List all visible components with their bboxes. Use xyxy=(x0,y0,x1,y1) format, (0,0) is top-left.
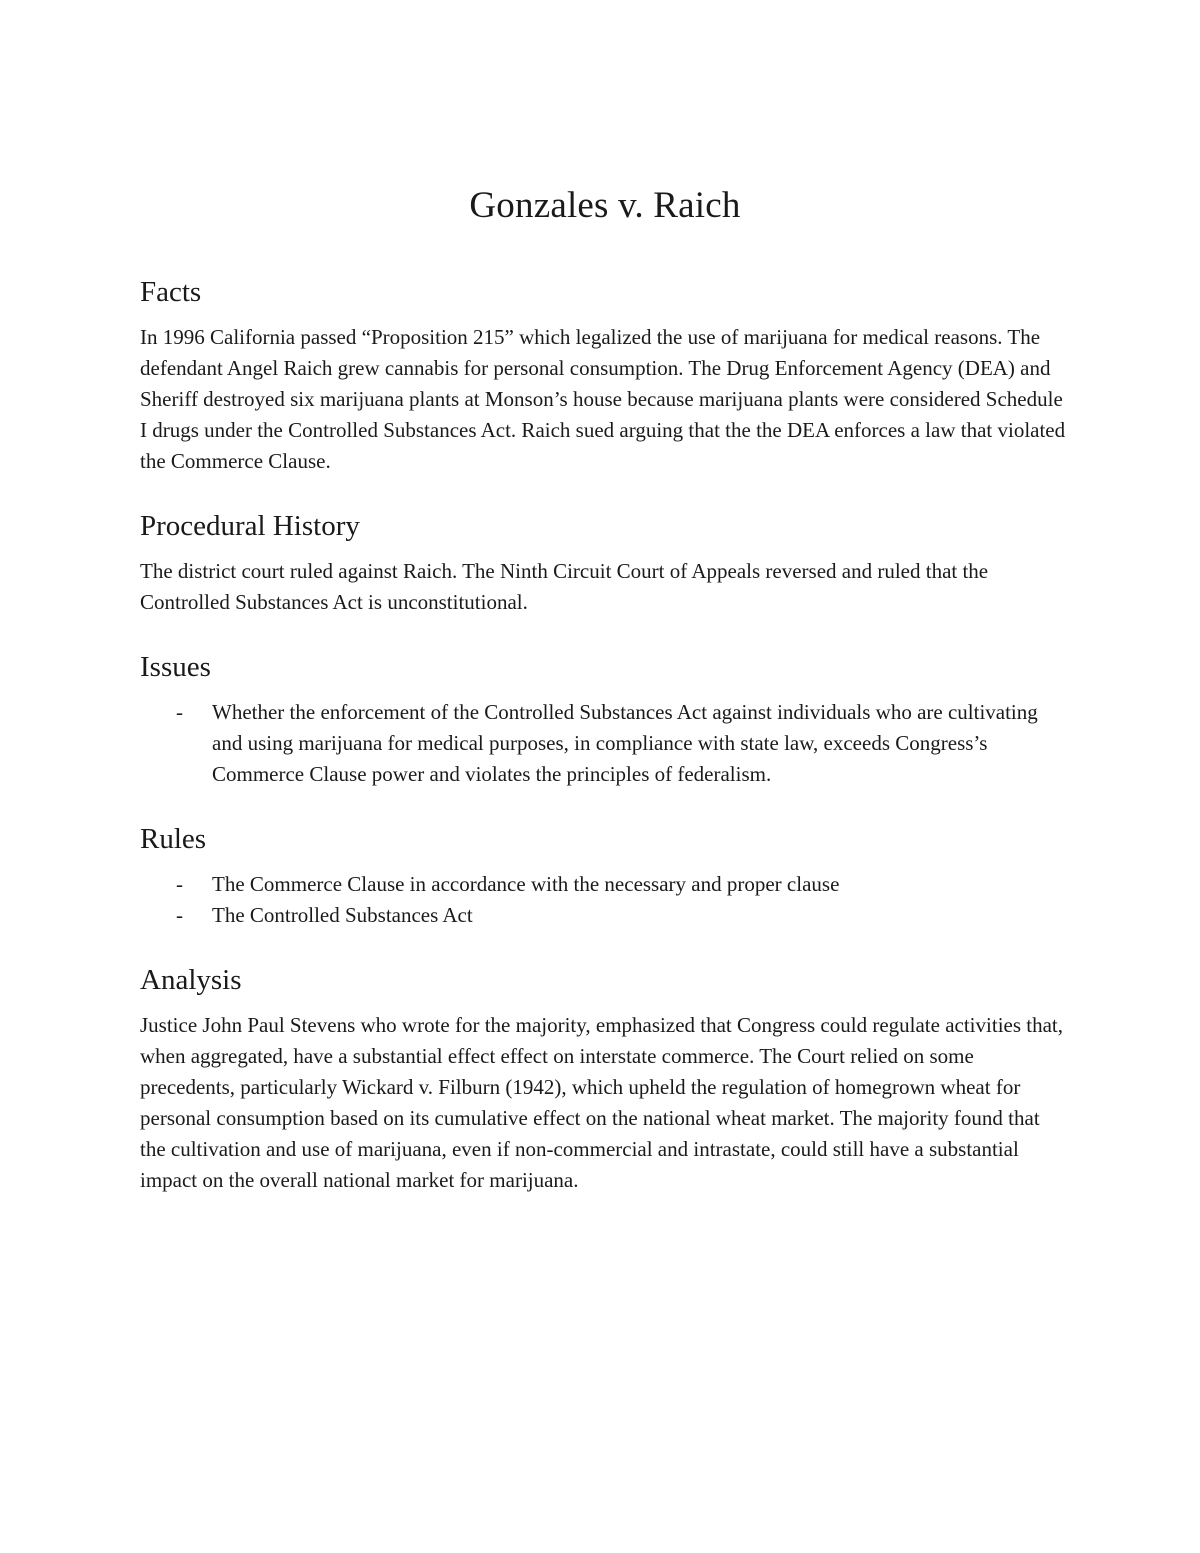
document-title: Gonzales v. Raich xyxy=(469,185,741,226)
issues-section xyxy=(140,647,1070,790)
issue-item xyxy=(140,697,1070,790)
analysis-body: Justice John Paul Stevens who wrote for the majority, emphasized that Congress could regulate activities that, when aggregated, have a substantial effect effect on interstate commerce. The Court relied on some precedents, particularly Wickard v. Filburn (1942), which upheld the regulation of homegrown wheat for personal consumption based on its cumulative effect on the national wheat market. The majority found that the cultivation and use of marijuana, even if non-commercial and intrastate, could still have a substantial impact on the overall national market for marijuana. xyxy=(140,1013,1064,1192)
procedural-history-heading: Procedural History xyxy=(140,510,360,542)
rules-heading: Rules xyxy=(140,823,207,855)
issues-heading: Issues xyxy=(140,651,211,683)
issues-list xyxy=(140,697,1070,790)
document-page xyxy=(140,176,1070,1225)
analysis-heading: Analysis xyxy=(140,964,242,996)
rule-item xyxy=(140,869,1070,900)
procedural-history-section xyxy=(140,506,1070,618)
bullet-dash: - xyxy=(176,700,183,724)
procedural-history-body: The district court ruled against Raich. The Ninth Circuit Court of Appeals reversed and ruled that the Controlled Substances Act is unconstitutional. xyxy=(140,559,989,614)
facts-body: In 1996 California passed “Proposition 215” which legalized the use of marijuana for medical reasons. The defendant Angel Raich grew cannabis for personal consumption. The Drug Enforcement Agency (DEA) and Sheriff destroyed six marijuana plants at Monson’s house because marijuana plants were considered Schedule I drugs under the Controlled Substances Act. Raich sued arguing that the the DEA enforces a law that violated the Commerce Clause. xyxy=(140,325,1066,473)
analysis-section xyxy=(140,960,1070,1196)
rule-item xyxy=(140,900,1070,931)
facts-section xyxy=(140,272,1070,477)
bullet-dash: - xyxy=(176,872,183,896)
rule-text: The Commerce Clause in accordance with the necessary and proper clause xyxy=(212,872,840,896)
rules-list xyxy=(140,869,1070,931)
rule-text: The Controlled Substances Act xyxy=(212,903,473,927)
bullet-dash: - xyxy=(176,903,183,927)
facts-heading: Facts xyxy=(140,276,202,308)
issue-text: Whether the enforcement of the Controlled Substances Act against individuals who are cultivating and using marijuana for medical purposes, in compliance with state law, exceeds Congress’s Commerce Clause power and violates the principles of federalism. xyxy=(212,700,1038,786)
rules-section xyxy=(140,819,1070,931)
